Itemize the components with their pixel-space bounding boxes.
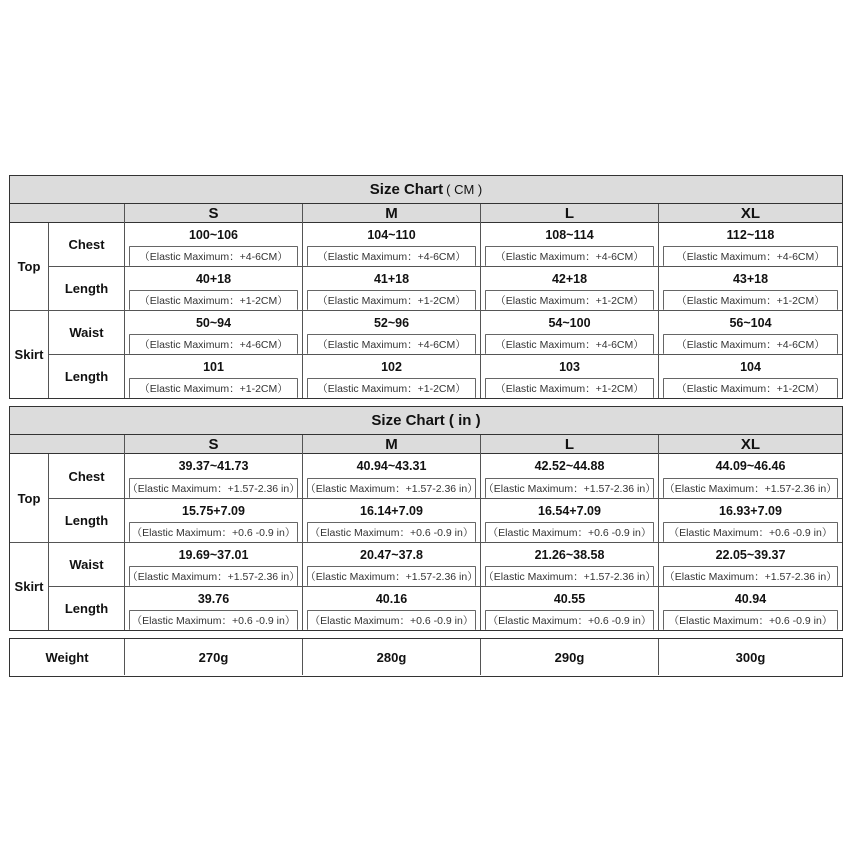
cell-value: 41+18 [373, 271, 410, 286]
weight-value: 280g [376, 649, 407, 665]
elastic-note: （Elastic Maximum：+1.57-2.36 in） [663, 478, 838, 498]
elastic-note: （Elastic Maximum：+4-6CM） [129, 246, 298, 266]
elastic-note: （Elastic Maximum：+0.6 -0.9 in） [129, 522, 298, 542]
value-cell [125, 543, 302, 586]
value-cell [303, 311, 480, 354]
size-header-xl: XL [659, 204, 842, 223]
elastic-note: （Elastic Maximum：+0.6 -0.9 in） [663, 610, 838, 630]
elastic-note: （Elastic Maximum：+1-2CM） [663, 378, 838, 398]
size-header-s: S [125, 204, 302, 223]
cell-value: 40.94~43.31 [356, 459, 427, 473]
value-cell [659, 543, 842, 586]
elastic-note: （Elastic Maximum：+4-6CM） [307, 334, 476, 354]
title-text: Size Chart ( in ) [371, 412, 481, 429]
value-cell [303, 223, 480, 266]
cell-value: 103 [559, 359, 580, 374]
value-cell [303, 543, 480, 586]
section-label-top: Top [17, 490, 41, 506]
row-label-length: Length [64, 281, 109, 296]
cell-value: 50~94 [195, 315, 232, 330]
elastic-note: （Elastic Maximum：+1-2CM） [307, 378, 476, 398]
elastic-note: （Elastic Maximum：+1-2CM） [307, 290, 476, 310]
elastic-note: （Elastic Maximum：+0.6 -0.9 in） [663, 522, 838, 542]
cell-value: 15.75+7.09 [182, 503, 245, 518]
weight-value: 300g [735, 649, 766, 665]
weight-value: 290g [554, 649, 585, 665]
value-cell [659, 311, 842, 354]
row-label-length: Length [64, 369, 109, 384]
size-header-l: L [481, 435, 658, 454]
elastic-note: （Elastic Maximum：+1-2CM） [129, 378, 298, 398]
value-cell [125, 311, 302, 354]
cell-value: 104 [740, 359, 761, 374]
cell-value: 54~100 [548, 315, 591, 330]
weight-table [9, 638, 843, 677]
elastic-note: （Elastic Maximum：+0.6 -0.9 in） [307, 522, 476, 542]
cell-value: 16.54+7.09 [538, 503, 601, 518]
value-cell [125, 454, 302, 498]
cell-value: 20.47~37.8 [360, 547, 423, 562]
cell-value: 40.55 [553, 591, 586, 606]
value-cell [481, 355, 658, 398]
elastic-note: （Elastic Maximum：+1.57-2.36 in） [663, 566, 838, 586]
size-header-xl: XL [659, 435, 842, 454]
value-cell [659, 454, 842, 498]
section-label-skirt: Skirt [14, 579, 44, 594]
cell-value: 42.52~44.88 [534, 459, 605, 473]
value-cell [481, 499, 658, 542]
cell-value: 44.09~46.46 [715, 459, 786, 473]
value-cell [659, 223, 842, 266]
section-label-skirt: Skirt [14, 347, 44, 362]
cell-value: 21.26~38.58 [534, 547, 605, 562]
cell-value: 52~96 [373, 315, 410, 330]
cell-value: 40.16 [375, 591, 408, 606]
cell-value: 16.14+7.09 [360, 503, 423, 518]
value-cell [659, 587, 842, 630]
size-chart-inch-title [10, 407, 842, 435]
value-cell [481, 267, 658, 310]
elastic-note: （Elastic Maximum：+1.57-2.36 in） [485, 478, 654, 498]
value-cell [481, 223, 658, 266]
weight-label: Weight [45, 649, 89, 665]
elastic-note: （Elastic Maximum：+1-2CM） [485, 290, 654, 310]
value-cell [125, 267, 302, 310]
cell-value: 100~106 [188, 227, 238, 242]
elastic-note: （Elastic Maximum：+1-2CM） [663, 290, 838, 310]
value-cell [125, 587, 302, 630]
cell-value: 108~114 [545, 227, 594, 242]
cell-value: 101 [203, 359, 224, 374]
cell-value: 40+18 [195, 271, 232, 286]
elastic-note: （Elastic Maximum：+4-6CM） [485, 246, 654, 266]
size-header-s: S [125, 435, 302, 454]
cell-value: 40.94 [734, 591, 767, 606]
value-cell [659, 355, 842, 398]
cell-value: 39.76 [197, 591, 230, 606]
elastic-note: （Elastic Maximum：+1-2CM） [129, 290, 298, 310]
row-label-chest: Chest [68, 237, 105, 252]
value-cell [481, 311, 658, 354]
value-cell [303, 454, 480, 498]
title-unit: ( CM ) [446, 182, 483, 197]
value-cell [303, 267, 480, 310]
row-label-waist: Waist [69, 557, 104, 572]
value-cell [659, 267, 842, 310]
cell-value: 39.37~41.73 [178, 459, 249, 473]
elastic-note: （Elastic Maximum：+0.6 -0.9 in） [129, 610, 298, 630]
weight-value: 270g [198, 649, 229, 665]
cell-value: 42+18 [551, 271, 588, 286]
value-cell [481, 543, 658, 586]
cell-value: 112~118 [726, 227, 775, 242]
header-corner [10, 204, 124, 223]
cell-value: 16.93+7.09 [719, 503, 782, 518]
value-cell [125, 499, 302, 542]
value-cell [481, 454, 658, 498]
value-cell [659, 499, 842, 542]
row-label-chest: Chest [68, 468, 105, 484]
elastic-note: （Elastic Maximum：+1.57-2.36 in） [307, 566, 476, 586]
elastic-note: （Elastic Maximum：+4-6CM） [485, 334, 654, 354]
cell-value: 43+18 [732, 271, 769, 286]
elastic-note: （Elastic Maximum：+4-6CM） [129, 334, 298, 354]
row-label-length: Length [64, 601, 109, 616]
elastic-note: （Elastic Maximum：+1-2CM） [485, 378, 654, 398]
header-corner [10, 435, 124, 454]
cell-value: 19.69~37.01 [178, 547, 249, 562]
row-label-length: Length [64, 513, 109, 528]
elastic-note: （Elastic Maximum：+1.57-2.36 in） [485, 566, 654, 586]
size-chart-cm-table [9, 175, 843, 399]
size-chart-cm-title [10, 176, 842, 204]
value-cell [303, 355, 480, 398]
size-header-m: M [303, 435, 480, 454]
cell-value: 22.05~39.37 [715, 547, 786, 562]
elastic-note: （Elastic Maximum：+1.57-2.36 in） [129, 566, 298, 586]
title-text: Size Chart [369, 181, 444, 198]
elastic-note: （Elastic Maximum：+0.6 -0.9 in） [307, 610, 476, 630]
value-cell [125, 355, 302, 398]
section-label-top: Top [17, 259, 41, 274]
size-header-m: M [303, 204, 480, 223]
size-header-l: L [481, 204, 658, 223]
cell-value: 56~104 [729, 315, 772, 330]
elastic-note: （Elastic Maximum：+1.57-2.36 in） [307, 478, 476, 498]
value-cell [303, 587, 480, 630]
row-label-waist: Waist [69, 325, 104, 340]
elastic-note: （Elastic Maximum：+0.6 -0.9 in） [485, 522, 654, 542]
cell-value: 102 [381, 359, 402, 374]
elastic-note: （Elastic Maximum：+0.6 -0.9 in） [485, 610, 654, 630]
cell-value: 104~110 [367, 227, 416, 242]
value-cell [303, 499, 480, 542]
elastic-note: （Elastic Maximum：+4-6CM） [307, 246, 476, 266]
value-cell [481, 587, 658, 630]
value-cell [125, 223, 302, 266]
elastic-note: （Elastic Maximum：+1.57-2.36 in） [129, 478, 298, 498]
size-chart-inch-table [9, 406, 843, 631]
elastic-note: （Elastic Maximum：+4-6CM） [663, 246, 838, 266]
elastic-note: （Elastic Maximum：+4-6CM） [663, 334, 838, 354]
